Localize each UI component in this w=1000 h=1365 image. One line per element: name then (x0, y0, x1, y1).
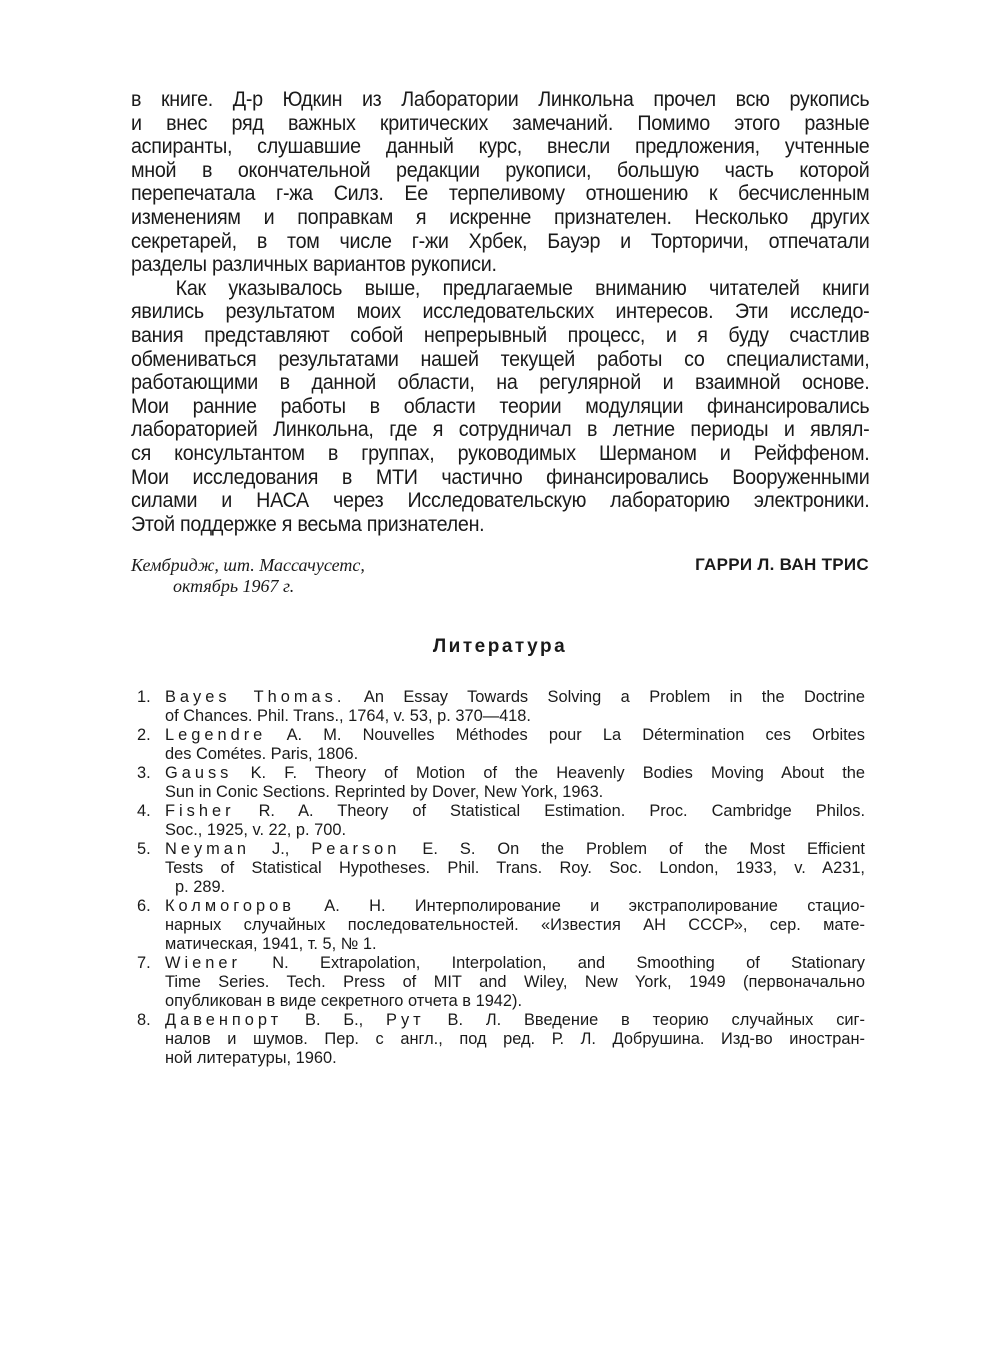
reference-author: Pearson (311, 840, 401, 858)
reference-author: Legendre (165, 726, 267, 744)
reference-line (165, 897, 865, 916)
reference-number: 2. (137, 726, 151, 744)
reference-text: В. Б., (305, 1011, 387, 1029)
reference-text: An Essay Towards Solving a Problem in the Doctrine (363, 688, 865, 706)
reference-list (131, 688, 865, 1068)
reference-number: 7. (137, 954, 151, 972)
reference-line: des Cométes. Paris, 1806. (165, 745, 359, 763)
signature-date: октябрь 1967 г. (173, 576, 295, 596)
reference-line: p. 289. (175, 878, 226, 896)
reference-number: 4. (137, 802, 151, 820)
reference-number: 6. (137, 897, 151, 915)
text-line: ся консультантом в группах, руководимых Шерманом и Рейффеном. (131, 441, 870, 465)
text-line: работающими в данной области, на регулярной и взаимной основе. (131, 371, 870, 395)
text-line: лабораторией Линкольна, где я сотрудничал в летние периоды и являл- (131, 418, 870, 442)
reference-item (131, 897, 865, 954)
reference-line (165, 688, 865, 707)
reference-line: Tests of Statistical Hypotheses. Phil. Trans. Roy. Soc. London, 1933, v. A231, (165, 859, 865, 877)
reference-item (131, 840, 865, 897)
reference-number: 5. (137, 840, 151, 858)
signature-place: Кембридж, шт. Массачусетс, (131, 555, 365, 575)
reference-number: 3. (137, 764, 151, 782)
text-line: вания представляют собой непрерывный процесс, и я буду счастлив (131, 323, 870, 347)
text-line: перепечатала г-жа Силз. Ее терпеливому отношению к бесчисленным (131, 182, 870, 206)
text-line: мной в окончательной редакции рукописи, большую часть которой (131, 158, 870, 182)
reference-text: В. Л. Введение в теорию случайных сиг- (447, 1011, 865, 1029)
text-line: Мои ранние работы в области теории модуляции финансировались (131, 394, 870, 418)
reference-line: ной литературы, 1960. (165, 1049, 337, 1067)
text-line: аспиранты, слушавшие данный курс, внесли предложения, учтенные (131, 135, 870, 159)
text-line: секретарей, в том числе г-жи Хрбек, Бауэр и Торторичи, отпечатали (131, 229, 870, 253)
reference-line: налов и шумов. Пер. с англ., под ред. Р. Л. Добрушина. Изд-во иностран- (165, 1030, 865, 1048)
text-line: изменениям и поправкам я искренне признателен. Несколько других (131, 205, 870, 229)
reference-author: Wiener (165, 954, 241, 972)
reference-line: нарных случайных последовательностей. «Известия АН СССР», сер. мате- (165, 916, 865, 934)
text-line: обмениваться результатами нашей текущей работы со специалистами, (131, 347, 870, 371)
reference-number: 8. (137, 1011, 151, 1029)
reference-line: of Chances. Phil. Trans., 1764, v. 53, p. 370—418. (165, 707, 531, 725)
signature-place-date (131, 555, 365, 597)
reference-item (131, 764, 865, 802)
reference-author: Колмогоров (165, 897, 295, 915)
reference-text: K. F. Theory of Motion of the Heavenly Bodies Moving About the (250, 764, 865, 782)
text-line: Этой поддержке я весьма признателен. (131, 512, 485, 536)
reference-item (131, 802, 865, 840)
body-text (131, 88, 869, 536)
reference-author: Neyman (165, 840, 251, 858)
reference-item (131, 688, 865, 726)
reference-text: A. M. Nouvelles Méthodes pour La Détermination ces Orbites (286, 726, 865, 744)
reference-line (165, 954, 865, 973)
reference-author: Fisher (165, 802, 235, 820)
reference-line: Sun in Conic Sections. Reprinted by Dover, New York, 1963. (165, 783, 604, 801)
reference-text: R. A. Theory of Statistical Estimation. Proc. Cambridge Philos. (258, 802, 865, 820)
reference-number: 1. (137, 688, 151, 706)
reference-line: матическая, 1941, т. 5, № 1. (165, 935, 377, 953)
text-line: разделы различных вариантов рукописи. (131, 253, 497, 277)
references-title: Литература (432, 636, 568, 657)
paragraph-acknowledgements (131, 88, 869, 277)
text-line: Как указывалось выше, предлагаемые вниманию читателей книги (175, 276, 870, 300)
signature-block (131, 555, 869, 595)
reference-item (131, 1011, 865, 1068)
reference-line (165, 726, 865, 745)
reference-line (165, 1011, 865, 1030)
reference-text: J., (272, 840, 312, 858)
reference-line: Soc., 1925, v. 22, p. 700. (165, 821, 347, 839)
reference-item (131, 954, 865, 1011)
reference-line (165, 764, 865, 783)
reference-line: Time Series. Tech. Press of MIT and Wiley, New York, 1949 (первоначально (165, 973, 865, 991)
reference-author: Давенпорт (165, 1011, 283, 1029)
reference-text: А. Н. Интерполирование и экстраполирование стацио- (324, 897, 865, 915)
reference-line (165, 840, 865, 859)
reference-text: N. Extrapolation, Interpolation, and Smoothing of Stationary (272, 954, 865, 972)
reference-line (165, 802, 865, 821)
reference-author: Рут (386, 1011, 425, 1029)
reference-line: опубликован в виде секретного отчета в 1942). (165, 992, 523, 1010)
text-line: силами и НАСА через Исследовательскую лабораторию электроники. (131, 489, 870, 513)
paragraph-research (131, 277, 869, 537)
text-line: в книге. Д-р Юдкин из Лаборатории Линкольна прочел всю рукопись (131, 88, 870, 111)
text-line: Мои исследования в МТИ частично финансировались Вооруженными (131, 465, 870, 489)
text-line: и внес ряд важных критических замечаний. Помимо этого разные (131, 111, 870, 135)
reference-item (131, 726, 865, 764)
reference-author: Gauss (165, 764, 233, 782)
reference-author: Bayes Thomas. (165, 688, 346, 706)
text-line: явились результатом моих исследовательских интересов. Эти исследо- (131, 300, 870, 324)
reference-text: E. S. On the Problem of the Most Efficient (422, 840, 865, 858)
signature-author: ГАРРИ Л. ВАН ТРИС (695, 555, 869, 574)
